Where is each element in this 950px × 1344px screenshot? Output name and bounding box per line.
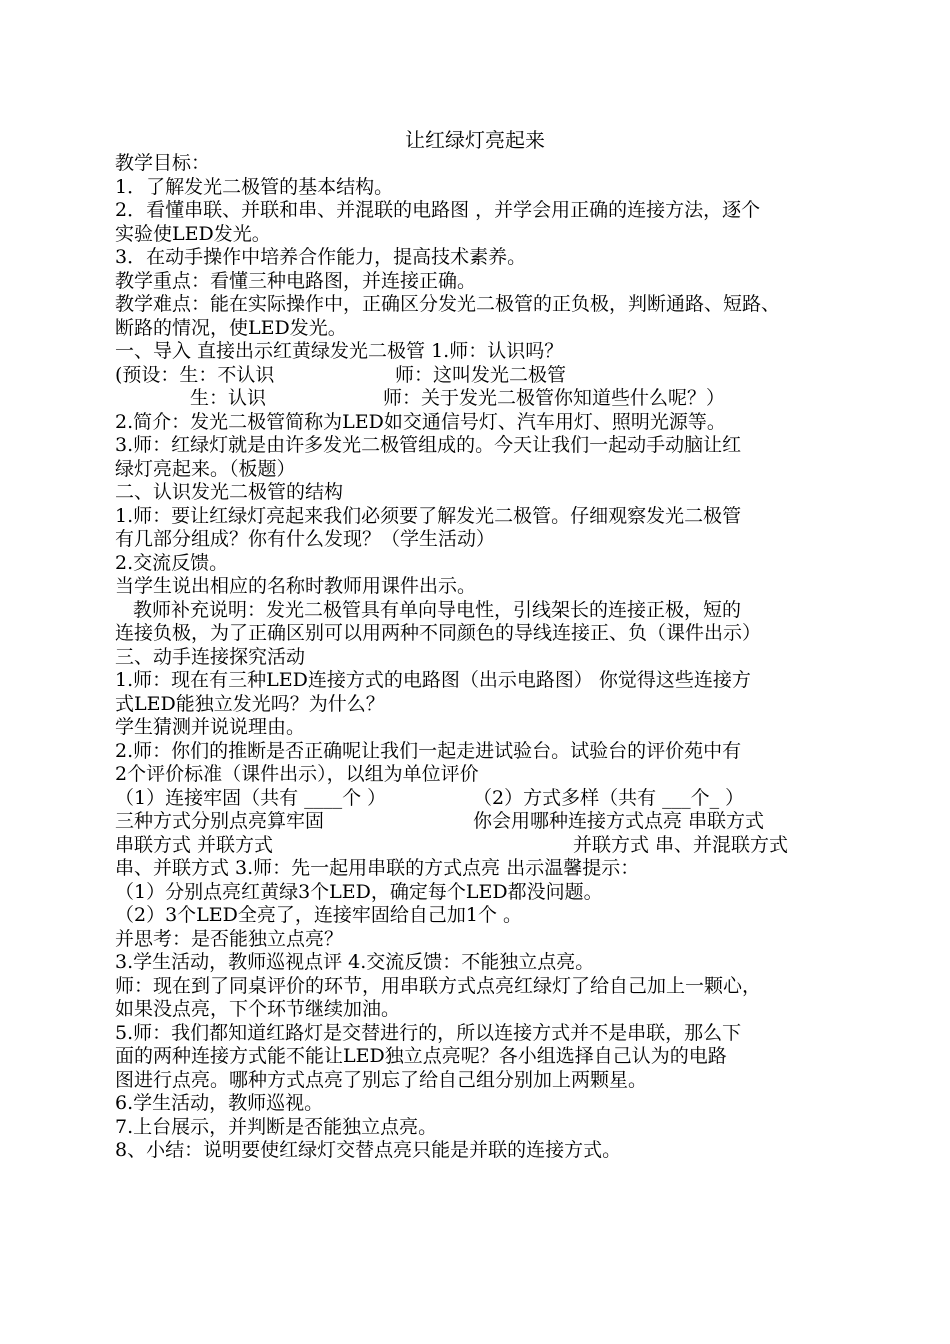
preset-row-1 <box>115 364 855 388</box>
text-line: 图进行点亮。哪种方式点亮了别忘了给自己组分别加上两颗星。 <box>115 1068 648 1091</box>
text-line: 当学生说出相应的名称时教师用课件出示。 <box>115 575 477 597</box>
document-title: 让红绿灯亮起来 <box>405 128 545 152</box>
text-line: 教学重点：看懂三种电路图，并连接正确。 <box>115 269 477 292</box>
text-line: 师：现在到了同桌评价的环节，用串联方式点亮红绿灯了给自己加上一颗心， <box>115 974 762 997</box>
text-line: 教学目标： <box>115 152 211 174</box>
text-line: 如果没点亮，下个环节继续加油。 <box>115 998 401 1020</box>
text-line: 学生猜测并说说理由。 <box>115 716 306 738</box>
text-line: 5.师：我们都知道红路灯是交替进行的，所以连接方式并不是串联，那么下 <box>115 1021 742 1044</box>
preset-row-2 <box>115 387 855 411</box>
criterion-firm: （1）连接牢固（共有 ____个 ） <box>115 786 387 809</box>
text-line: 2．看懂串联、并联和串、并混联的电路图 ，并学会用正确的连接方法，逐个 <box>115 199 761 221</box>
text-line: 实验使LED发光。 <box>115 222 271 245</box>
section-heading: 三、动手连接探究活动 <box>115 645 306 668</box>
text-line: 教学难点：能在实际操作中，正确区分发光二极管的正负极，判断通路、短路、 <box>115 293 781 315</box>
text-line: 2.交流反馈。 <box>115 551 229 574</box>
criterion-variety-detail: 并联方式 串、并混联方式 <box>573 833 789 856</box>
text-line: 8、小结：说明要使红绿灯交替点亮只能是并联的连接方式。 <box>115 1139 622 1161</box>
criterion-firm-detail: 三种方式分别点亮算牢固 <box>115 810 325 832</box>
preset-teacher: 师：这叫发光二极管 <box>395 363 567 386</box>
text-line: （2）3个LED全亮了，连接牢固给自己加1个 。 <box>115 904 523 926</box>
text-line: 并思考：是否能独立点亮？ <box>115 927 344 950</box>
criterion-variety-detail: 你会用哪种连接方式点亮 串联方式 <box>473 810 765 832</box>
text-line: 教师补充说明：发光二极管具有单向导电性，引线架长的连接正极，短的 <box>133 598 742 621</box>
text-line: 1．了解发光二极管的基本结构。 <box>115 175 394 198</box>
text-line: 一、导入 直接出示红黄绿发光二极管 1.师：认识吗？ <box>115 340 564 362</box>
text-line: 式LED能独立发光吗？为什么？ <box>115 692 385 715</box>
text-line: 3．在动手操作中培养合作能力，提高技术素养。 <box>115 246 527 268</box>
text-line: 绿灯亮起来。（板题） <box>115 457 296 480</box>
section-heading: 二、认识发光二极管的结构 <box>115 481 344 503</box>
criteria-row <box>115 787 855 811</box>
criterion-firm-detail: 串联方式 并联方式 <box>115 833 274 856</box>
text-line: 2.师：你们的推断是否正确呢让我们一起走进试验台。试验台的评价苑中有 <box>115 739 742 762</box>
text-line: 有几部分组成？你有什么发现？（学生活动） <box>115 528 496 550</box>
text-line: 连接负极，为了正确区别可以用两种不同颜色的导线连接正、负（课件出示） <box>115 622 762 644</box>
text-line: 2.简介：发光二极管简称为LED如交通信号灯、汽车用灯、照明光源等。 <box>115 410 726 433</box>
criteria-detail-row <box>115 810 855 834</box>
preset-student: 生：认识 <box>190 387 267 409</box>
text-line: 面的两种连接方式能不能让LED独立点亮呢？各小组选择自己认为的电路 <box>115 1045 727 1067</box>
text-line: 3.师：红绿灯就是由许多发光二极管组成的。今天让我们一起动手动脑让红 <box>115 434 742 456</box>
preset-student: (预设：生：不认识 <box>115 363 275 386</box>
text-line: 断路的情况，使LED发光。 <box>115 316 347 339</box>
criteria-detail-row <box>115 834 855 858</box>
text-line: 2个评价标准（课件出示），以组为单位评价 <box>115 763 479 785</box>
preset-teacher: 师：关于发光二极管你知道些什么呢？） <box>383 387 726 409</box>
text-line: 7.上台展示，并判断是否能独立点亮。 <box>115 1115 438 1138</box>
text-line: （1）分别点亮红黄绿3个LED，确定每个LED都没问题。 <box>115 880 603 903</box>
text-line: 1.师：现在有三种LED连接方式的电路图（出示电路图） 你觉得这些连接方 <box>115 669 751 691</box>
text-line: 6.学生活动，教师巡视。 <box>115 1092 324 1114</box>
text-line: 3.学生活动，教师巡视点评 4.交流反馈：不能独立点亮。 <box>115 951 595 973</box>
text-line: 1.师：要让红绿灯亮起来我们必须要了解发光二极管。仔细观察发光二极管 <box>115 504 742 527</box>
criterion-variety: （2）方式多样（共有 ___个_ ） <box>473 786 745 809</box>
document-body <box>115 152 855 1163</box>
text-line: 串、并联方式 3.师：先一起用串联的方式点亮 出示温馨提示： <box>115 857 640 879</box>
